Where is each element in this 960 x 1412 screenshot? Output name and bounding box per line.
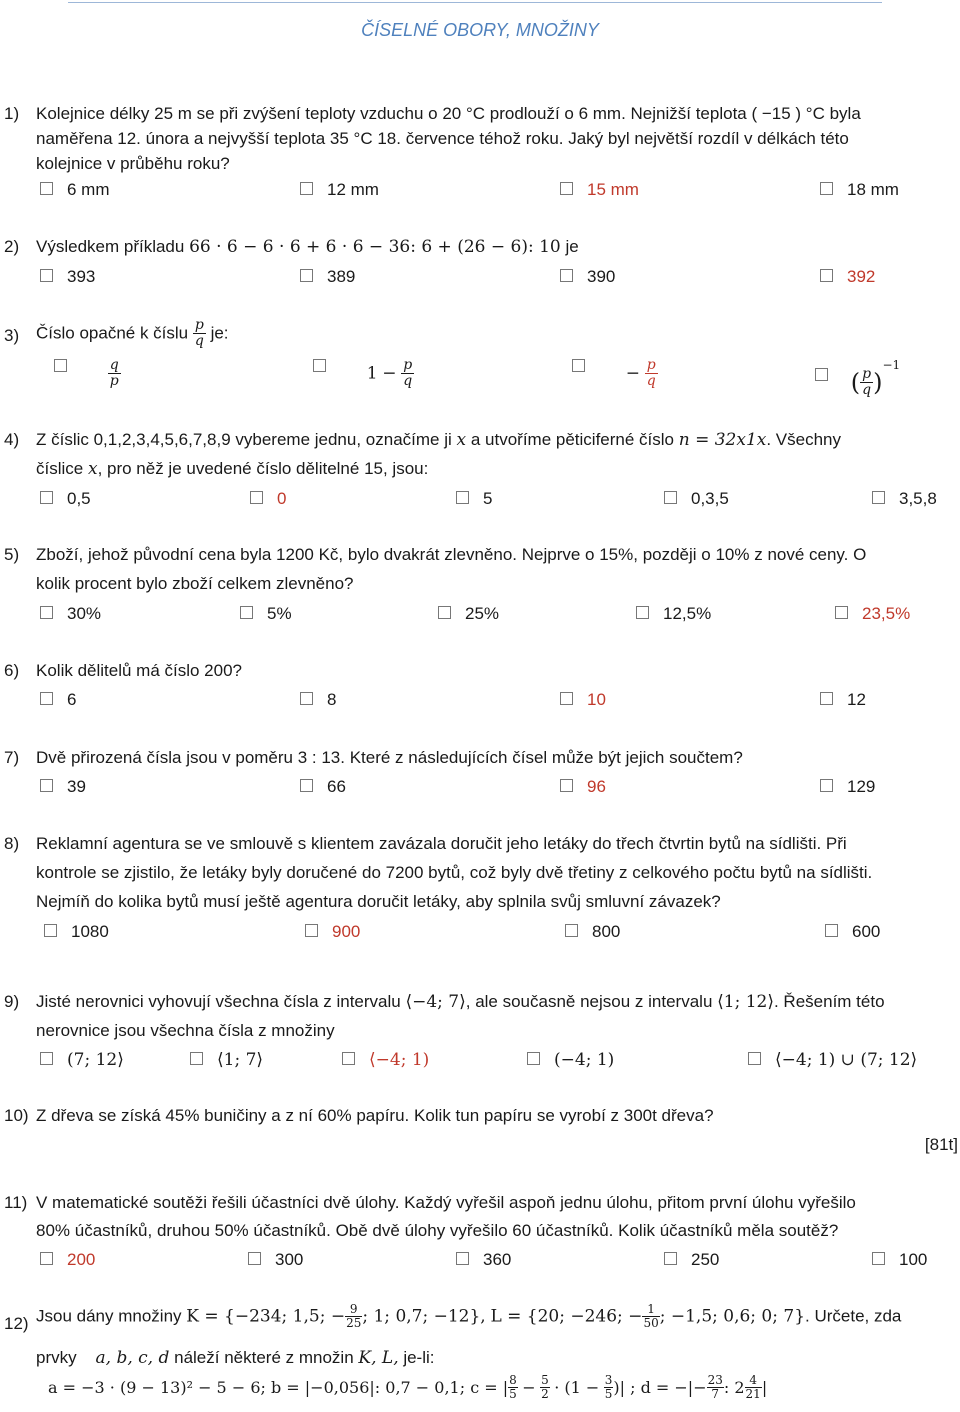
checkbox-icon[interactable] (40, 269, 53, 282)
set-l: L = {20; −246; − (490, 1306, 643, 1327)
q5-option-e[interactable]: 23,5% (835, 604, 910, 624)
checkbox-icon[interactable] (636, 606, 649, 619)
header-rule (68, 2, 882, 3)
checkbox-icon[interactable] (872, 491, 885, 504)
q8-number: 8) (4, 834, 20, 853)
q7-option-b[interactable]: 66 (300, 777, 346, 797)
q7-number: 7) (4, 748, 20, 767)
q8-option-d[interactable]: 600 (825, 922, 880, 942)
q3-fraction: $\frac{p}{q}$ (194, 317, 204, 349)
q1-number: 1) (4, 104, 20, 123)
q11-option-c[interactable]: 360 (456, 1250, 511, 1270)
q9-option-a[interactable]: (7; 12⟩ (40, 1050, 124, 1070)
checkbox-icon[interactable] (560, 779, 573, 792)
q5-option-c[interactable]: 25% (438, 604, 499, 624)
q8-text-line1: Reklamní agentura se ve smlouvě s klientem zavázala doručit jeho letáky do třech čtvrtin bytů na sídlišti. Při (36, 834, 847, 853)
checkbox-icon[interactable] (560, 269, 573, 282)
checkbox-icon[interactable] (40, 606, 53, 619)
q1-option-a[interactable]: 6 mm (40, 180, 110, 200)
q3-text: Číslo opačné k číslu $\frac{p}{q}$ je: (36, 317, 229, 349)
q7-text: Dvě přirozená čísla jsou v poměru 3 : 13. Které z následujících čísel může být jejich součtem? (36, 748, 743, 767)
q6-text: Kolik dělitelů má číslo 200? (36, 661, 243, 680)
checkbox-icon[interactable] (820, 182, 833, 195)
q8-text-line3: Nejmíň do kolika bytů musí ještě agentura doručit letáky, aby splnila svůj smluvní závazek? (36, 892, 721, 911)
q11-option-a[interactable]: 200 (40, 1250, 95, 1270)
q2-option-b[interactable]: 389 (300, 267, 355, 287)
checkbox-icon[interactable] (300, 779, 313, 792)
checkbox-icon[interactable] (527, 1052, 540, 1065)
q2-option-d[interactable]: 392 (820, 267, 875, 287)
q7-option-a[interactable]: 39 (40, 777, 86, 797)
checkbox-icon[interactable] (40, 779, 53, 792)
checkbox-icon[interactable] (190, 1052, 203, 1065)
q2-expression: 66 · 6 − 6 · 6 + 6 · 6 − 36: 6 + (26 − 6): 10 (189, 237, 561, 257)
q1-text-line3: kolejnice v průběhu roku? (36, 154, 230, 173)
q8-option-c[interactable]: 800 (565, 922, 620, 942)
q5-option-a[interactable]: 30% (40, 604, 101, 624)
q4-text-line2: číslice x, pro něž je uvedené číslo dělitelné 15, jsou: (36, 459, 429, 479)
q4-option-b[interactable]: 0 (250, 489, 286, 509)
q4-option-c[interactable]: 5 (456, 489, 492, 509)
checkbox-icon[interactable] (825, 924, 838, 937)
q5-option-b[interactable]: 5% (240, 604, 292, 624)
q4-text-line1: Z číslic 0,1,2,3,4,5,6,7,8,9 vybereme jednu, označíme ji x a utvoříme pěticiferné číslo n = 32x1x. Všechny (36, 430, 842, 450)
checkbox-icon[interactable] (456, 1252, 469, 1265)
q3-option-a[interactable]: $\frac{q}{p}$ (54, 358, 121, 389)
checkbox-icon[interactable] (820, 692, 833, 705)
q1-option-c[interactable]: 15 mm (560, 180, 639, 200)
checkbox-icon[interactable] (835, 606, 848, 619)
page-title: ČÍSELNÉ OBORY, MNOŽINY (361, 20, 599, 40)
checkbox-icon[interactable] (456, 491, 469, 504)
q5-number: 5) (4, 545, 20, 564)
q3-option-c[interactable]: − $\frac{p}{q}$ (572, 358, 658, 389)
checkbox-icon[interactable] (560, 692, 573, 705)
q6-option-b[interactable]: 8 (300, 690, 336, 710)
q11-option-b[interactable]: 300 (248, 1250, 303, 1270)
q2-option-c[interactable]: 390 (560, 267, 615, 287)
q6-number: 6) (4, 661, 20, 680)
q10-text: Z dřeva se získá 45% buničiny a z ní 60% papíru. Kolik tun papíru se vyrobí z 300t dřeva? (36, 1106, 714, 1125)
q3-option-b[interactable]: 1 − $\frac{p}{q}$ (313, 358, 414, 389)
q3-option-d[interactable]: ( $\frac{p}{q}$ )$^{-1}$ (815, 358, 900, 398)
q9-option-c[interactable]: ⟨−4; 1) (342, 1050, 429, 1070)
q4-option-d[interactable]: 0,3,5 (664, 489, 729, 509)
q2-option-a[interactable]: 393 (40, 267, 95, 287)
q5-text-line2: kolik procent bylo zboží celkem zlevněno? (36, 574, 354, 593)
checkbox-icon[interactable] (40, 1252, 53, 1265)
checkbox-icon[interactable] (572, 359, 585, 372)
q10-answer: [81t] (924, 1135, 958, 1154)
checkbox-icon[interactable] (820, 779, 833, 792)
checkbox-icon[interactable] (300, 269, 313, 282)
q9-text-line1: Jisté nerovnici vyhovují všechna čísla z intervalu ⟨−4; 7⟩, ale současně nejsou z intervalu ⟨1; 12⟩. Řešením této (36, 992, 885, 1012)
q6-option-c[interactable]: 10 (560, 690, 606, 710)
q11-text-line2: 80% účastníků, druhou 50% účastníků. Obě dvě úlohy vyřešilo 60 účastníků. Kolik účastníků měla soutěž? (36, 1221, 839, 1240)
q3-number: 3) (4, 326, 20, 345)
set-k: K = {−234; 1,5; − (186, 1306, 346, 1327)
q9-text-line2: nerovnice jsou všechna čísla z množiny (36, 1021, 335, 1040)
q2-text: Výsledkem příkladu 66 · 6 − 6 · 6 + 6 · 6 − 36: 6 + (26 − 6): 10 je (36, 237, 579, 257)
q6-option-d[interactable]: 12 (820, 690, 866, 710)
checkbox-icon[interactable] (342, 1052, 355, 1065)
checkbox-icon[interactable] (300, 182, 313, 195)
checkbox-icon[interactable] (40, 1052, 53, 1065)
q6-option-a[interactable]: 6 (40, 690, 76, 710)
q9-option-b[interactable]: ⟨1; 7⟩ (190, 1050, 263, 1070)
q7-option-c[interactable]: 96 (560, 777, 606, 797)
q4-option-e[interactable]: 3,5,8 (872, 489, 937, 509)
q9-number: 9) (4, 992, 20, 1011)
checkbox-icon[interactable] (664, 491, 677, 504)
q12-expressions: a = −3 · (9 − 13)² − 5 − 6; b = |−0,056|: 0,7 − 0,1; c = | $\frac{8}{5}$ − $\frac{5}{2}$ · (1 − $\frac{3}{5}$ )| ; d = −|− $\frac{23}{7}$ : 2 $\frac{4}{21}$ | (48, 1373, 768, 1401)
q9-option-d[interactable]: (−4; 1) (527, 1050, 614, 1070)
checkbox-icon[interactable] (40, 182, 53, 195)
checkbox-icon[interactable] (248, 1252, 261, 1265)
checkbox-icon[interactable] (54, 359, 67, 372)
checkbox-icon[interactable] (815, 368, 828, 381)
checkbox-icon[interactable] (820, 269, 833, 282)
q1-text-line1: Kolejnice délky 25 m se při zvýšení teploty vzduchu o 20 °C prodlouží o 6 mm. Nejnižší teplota ( −15 ) °C byla (36, 104, 861, 123)
checkbox-icon[interactable] (664, 1252, 677, 1265)
checkbox-icon[interactable] (560, 182, 573, 195)
checkbox-icon[interactable] (872, 1252, 885, 1265)
q7-option-d[interactable]: 129 (820, 777, 875, 797)
checkbox-icon[interactable] (305, 924, 318, 937)
q12-number: 12) (4, 1314, 29, 1333)
q10-number: 10) (4, 1106, 29, 1125)
q1-text-line2: naměřena 12. února a nejvyšší teplota 35 °C 18. července téhož roku. Jaký byl největší rozdíl v délkách této (36, 129, 849, 148)
checkbox-icon[interactable] (40, 491, 53, 504)
q5-option-d[interactable]: 12,5% (636, 604, 711, 624)
checkbox-icon[interactable] (300, 692, 313, 705)
q2-number: 2) (4, 237, 20, 256)
q12-text-line2: prvky a, b, c, d náleží některé z množin K, L, je-li: (36, 1348, 435, 1368)
q12-text-line1: Jsou dány množiny K = {−234; 1,5; − $\frac{9}{25}$ ; 1; 0,7; −12}, L = {20; −246; − $\frac{1}{50}$ ; −1,5; 0,6; 0; 7}. Určete, zda (36, 1302, 902, 1330)
checkbox-icon[interactable] (44, 924, 57, 937)
checkbox-icon[interactable] (438, 606, 451, 619)
q1-option-b[interactable]: 12 mm (300, 180, 379, 200)
checkbox-icon[interactable] (40, 692, 53, 705)
q4-option-a[interactable]: 0,5 (40, 489, 91, 509)
q8-option-a[interactable]: 1080 (44, 922, 109, 942)
q4-number: 4) (4, 430, 20, 449)
q9-option-e[interactable]: ⟨−4; 1) ∪ (7; 12⟩ (748, 1050, 917, 1070)
q11-text-line1: V matematické soutěži řešili účastníci dvě úlohy. Každý vyřešil aspoň jednu úlohu, přitom první úlohu vyřešilo (36, 1193, 856, 1212)
q11-number: 11) (4, 1193, 28, 1212)
checkbox-icon[interactable] (313, 359, 326, 372)
q11-option-d[interactable]: 250 (664, 1250, 719, 1270)
q8-option-b[interactable]: 900 (305, 922, 360, 942)
checkbox-icon[interactable] (565, 924, 578, 937)
q5-text-line1: Zboží, jehož původní cena byla 1200 Kč, bylo dvakrát zlevněno. Nejprve o 15%, později o 10% z nové ceny. O (36, 545, 867, 564)
q1-option-d[interactable]: 18 mm (820, 180, 899, 200)
q8-text-line2: kontrole se zjistilo, že letáky byly doručené do 7200 bytů, což byly dvě třetiny z celkového počtu bytů na sídlišti. (36, 863, 873, 882)
checkbox-icon[interactable] (748, 1052, 761, 1065)
checkbox-icon[interactable] (240, 606, 253, 619)
q11-option-e[interactable]: 100 (872, 1250, 927, 1270)
checkbox-icon[interactable] (250, 491, 263, 504)
